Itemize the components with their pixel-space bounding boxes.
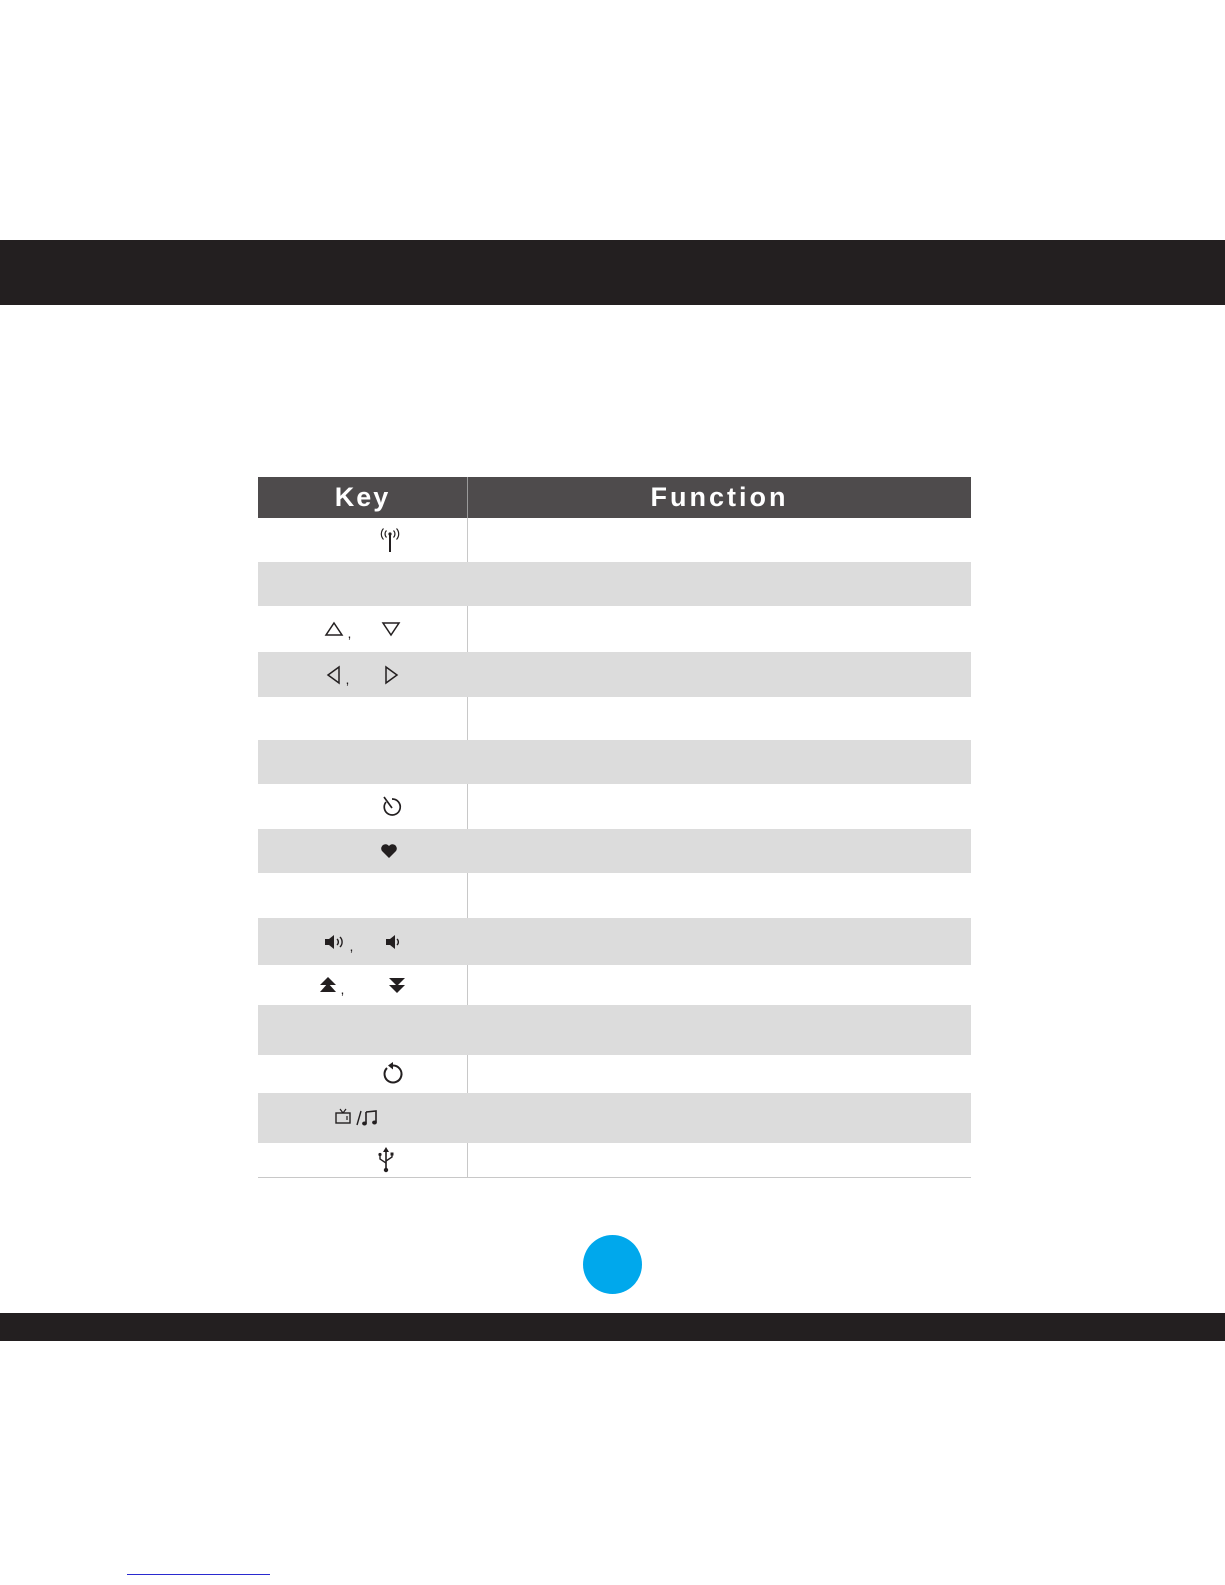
key-separator: , bbox=[349, 937, 354, 954]
key-cell bbox=[258, 518, 468, 562]
channel-down-icon bbox=[388, 976, 406, 994]
bottom-footer-band bbox=[0, 1313, 1225, 1341]
arrow-down-icon bbox=[381, 621, 401, 637]
key-cell bbox=[258, 1055, 468, 1093]
key-cell bbox=[258, 784, 468, 829]
key-cell bbox=[258, 965, 468, 1005]
sleep-timer-icon bbox=[381, 795, 403, 819]
function-cell bbox=[468, 784, 971, 829]
function-cell bbox=[468, 518, 971, 562]
table-row bbox=[258, 829, 971, 873]
function-cell bbox=[468, 829, 971, 873]
table-row bbox=[258, 652, 971, 697]
table-row bbox=[258, 965, 971, 1005]
footer-underline bbox=[127, 1574, 270, 1575]
top-header-band bbox=[0, 240, 1225, 305]
arrow-up-icon bbox=[324, 621, 344, 637]
volume-down-icon bbox=[385, 934, 401, 950]
key-cell bbox=[258, 1093, 468, 1143]
arrow-left-icon bbox=[326, 665, 342, 685]
antenna-icon bbox=[378, 527, 402, 553]
key-cell bbox=[258, 606, 468, 652]
key-cell bbox=[258, 562, 468, 606]
function-cell bbox=[468, 918, 971, 965]
arrow-right-icon bbox=[383, 665, 399, 685]
key-column-header: Key bbox=[258, 477, 468, 518]
table-row bbox=[258, 1005, 971, 1055]
function-cell bbox=[468, 697, 971, 740]
table-row bbox=[258, 606, 971, 652]
page-number-badge bbox=[583, 1235, 642, 1294]
table-row bbox=[258, 1055, 971, 1093]
favorite-heart-icon bbox=[380, 843, 398, 859]
key-function-table bbox=[258, 477, 971, 1178]
key-cell bbox=[258, 697, 468, 740]
function-cell bbox=[468, 740, 971, 784]
table-bottom-rule bbox=[258, 1177, 971, 1178]
function-cell bbox=[468, 562, 971, 606]
function-cell bbox=[468, 873, 971, 918]
key-cell bbox=[258, 740, 468, 784]
function-cell bbox=[468, 965, 971, 1005]
key-cell bbox=[258, 652, 468, 697]
table-header-row bbox=[258, 477, 971, 518]
function-cell bbox=[468, 652, 971, 697]
table-row bbox=[258, 1143, 971, 1177]
key-cell bbox=[258, 1143, 468, 1177]
channel-up-icon bbox=[319, 976, 337, 994]
key-cell bbox=[258, 829, 468, 873]
key-separator: , bbox=[345, 670, 350, 687]
key-separator: , bbox=[347, 625, 352, 641]
key-separator: , bbox=[340, 981, 345, 997]
function-cell bbox=[468, 1005, 971, 1055]
table-row bbox=[258, 784, 971, 829]
usb-icon bbox=[377, 1147, 395, 1173]
function-cell bbox=[468, 606, 971, 652]
table-row bbox=[258, 873, 971, 918]
table-row bbox=[258, 697, 971, 740]
table-row bbox=[258, 918, 971, 965]
function-cell bbox=[468, 1055, 971, 1093]
table-row bbox=[258, 1093, 971, 1143]
table-row bbox=[258, 518, 971, 562]
tv-radio-icon bbox=[335, 1108, 379, 1128]
key-cell bbox=[258, 918, 468, 965]
key-cell bbox=[258, 1005, 468, 1055]
function-cell bbox=[468, 1093, 971, 1143]
recall-icon bbox=[381, 1062, 405, 1086]
key-cell bbox=[258, 873, 468, 918]
table-row bbox=[258, 562, 971, 606]
function-cell bbox=[468, 1143, 971, 1177]
table-row bbox=[258, 740, 971, 784]
volume-up-icon bbox=[324, 934, 346, 950]
function-column-header: Function bbox=[650, 482, 789, 512]
